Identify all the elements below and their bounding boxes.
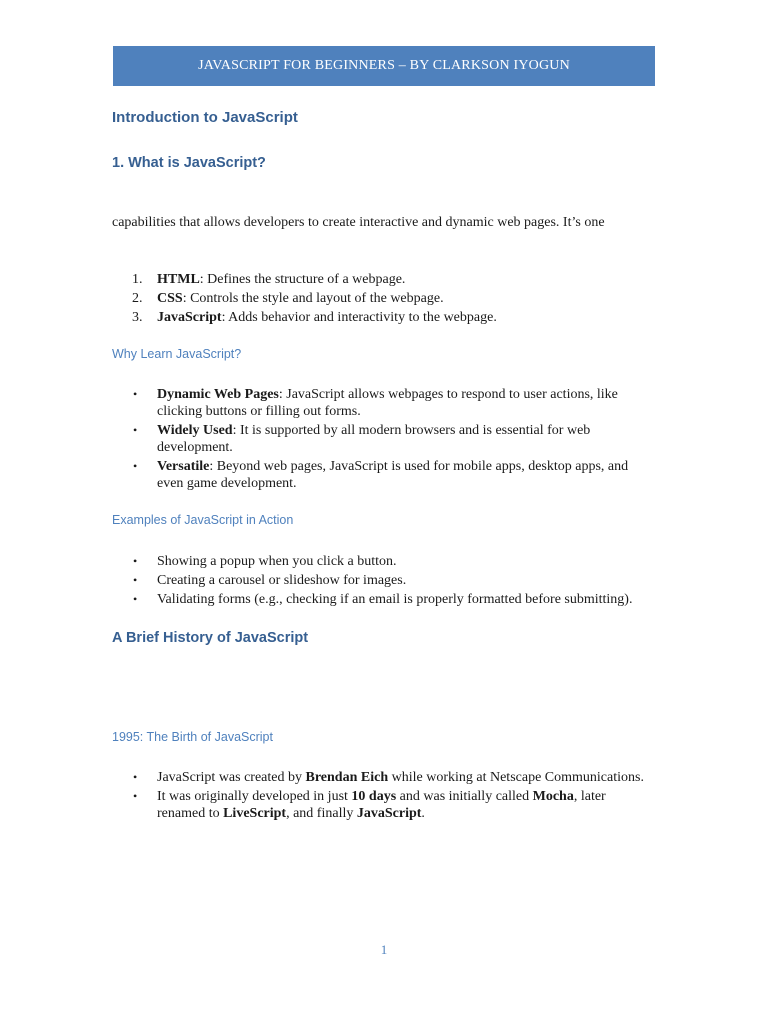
page-number: 1 — [380, 942, 388, 957]
term: Mocha — [532, 789, 574, 804]
birth-list — [112, 769, 652, 822]
list-item — [112, 458, 652, 492]
list-item — [112, 386, 652, 420]
bullet-icon: • — [133, 592, 138, 606]
document-header-banner — [113, 46, 655, 86]
heading-brief-history: A Brief History of JavaScript — [112, 630, 309, 646]
list-number: 2. — [132, 291, 143, 306]
term: 10 days — [351, 789, 397, 804]
list-item — [112, 290, 672, 307]
description: : Adds behavior and interactivity to the webpage. — [221, 310, 497, 325]
heading-introduction: Introduction to JavaScript — [112, 109, 298, 126]
example-text: Creating a carousel or slideshow for images. — [157, 573, 407, 588]
bullet-icon: • — [133, 387, 138, 401]
text: . — [421, 806, 425, 821]
term: CSS — [157, 291, 183, 306]
text: , and finally — [286, 806, 357, 821]
bullet-icon: • — [133, 459, 138, 473]
text: It was originally developed in just — [157, 789, 352, 804]
bullet-icon: • — [133, 554, 138, 568]
list-item — [112, 769, 652, 786]
description: : Beyond web pages, JavaScript is used for mobile apps, desktop apps, and even game development. — [157, 459, 629, 491]
term: LiveScript — [223, 806, 287, 821]
term: JavaScript — [356, 806, 422, 821]
list-item — [112, 271, 672, 288]
bullet-icon: • — [133, 770, 138, 784]
list-item — [112, 788, 652, 822]
bullet-icon: • — [133, 423, 138, 437]
intro-paragraph: capabilities that allows developers to create interactive and dynamic web pages. It’s one — [112, 215, 605, 230]
list-number: 3. — [132, 310, 143, 325]
description: : It is supported by all modern browsers and is essential for web development. — [157, 423, 591, 455]
examples-list — [112, 553, 682, 608]
text: while working at Netscape Communications. — [388, 770, 644, 785]
core-technologies-list — [112, 271, 672, 326]
heading-why-learn: Why Learn JavaScript? — [112, 347, 242, 361]
list-item — [112, 309, 672, 326]
list-item — [112, 553, 682, 570]
text: and was initially called — [396, 789, 533, 804]
example-text: Showing a popup when you click a button. — [157, 554, 397, 569]
text: JavaScript was created by — [157, 770, 306, 785]
text: , later renamed to — [157, 789, 606, 821]
document-header-title: JAVASCRIPT FOR BEGINNERS – BY CLARKSON IYOGUN — [198, 58, 570, 73]
term: Dynamic Web Pages — [157, 387, 279, 402]
list-item — [112, 572, 682, 589]
term: Widely Used — [157, 423, 233, 438]
description: : Defines the structure of a webpage. — [199, 272, 406, 287]
list-number: 1. — [132, 272, 143, 287]
term: Versatile — [157, 459, 210, 474]
heading-examples: Examples of JavaScript in Action — [112, 513, 294, 527]
why-learn-list — [112, 386, 652, 492]
list-item — [112, 422, 652, 456]
example-text: Validating forms (e.g., checking if an email is properly formatted before submitting). — [157, 592, 633, 607]
description: : Controls the style and layout of the webpage. — [182, 291, 444, 306]
list-item — [112, 591, 682, 608]
term: Brendan Eich — [305, 770, 389, 785]
description: : JavaScript allows webpages to respond to user actions, like clicking buttons or filling out forms. — [157, 387, 618, 419]
heading-what-is-javascript: 1. What is JavaScript? — [112, 155, 266, 171]
heading-birth-of-javascript: 1995: The Birth of JavaScript — [112, 730, 273, 744]
bullet-icon: • — [133, 573, 138, 587]
bullet-icon: • — [133, 789, 138, 803]
term: HTML — [157, 272, 200, 287]
term: JavaScript — [157, 310, 222, 325]
